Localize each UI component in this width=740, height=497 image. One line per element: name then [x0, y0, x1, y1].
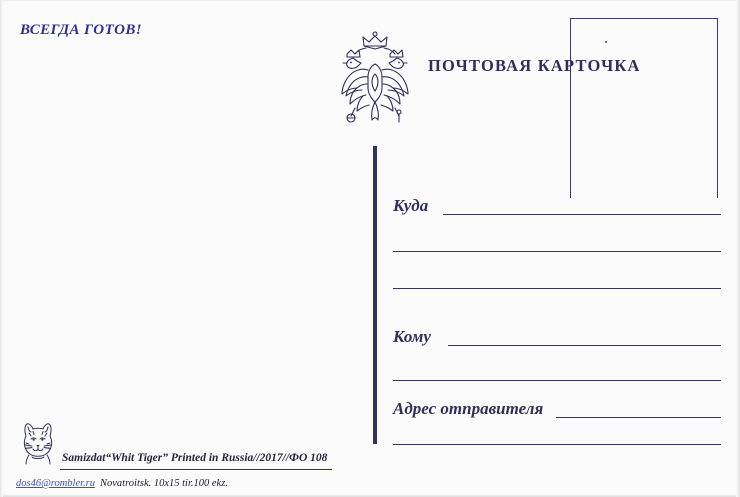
contact-line [16, 478, 228, 489]
imprint-rule [60, 469, 332, 470]
russian-coat-of-arms-icon [333, 30, 417, 126]
stamp-box-dot [605, 41, 607, 43]
kuda-line-1[interactable] [443, 214, 721, 215]
paper-edge-left [0, 0, 3, 497]
page-title: ПОЧТОВАЯ КАРТОЧКА [428, 56, 641, 75]
vertical-divider [373, 146, 377, 444]
stamp-placement-box [570, 18, 718, 198]
kuda-line-2[interactable] [393, 251, 721, 252]
sender-address-line-1[interactable] [556, 417, 721, 418]
sender-address-line-2[interactable] [393, 444, 721, 445]
white-tiger-logo-icon [16, 420, 60, 466]
contact-email-link[interactable]: dos46@rombler.ru [16, 478, 95, 489]
field-label-kuda: Куда [393, 196, 429, 215]
contact-place: Novatroitsk. 10x15 tir.100 ekz. [100, 478, 228, 489]
slogan-text: ВСЕГДА ГОТОВ! [20, 22, 142, 38]
field-label-komu: Кому [393, 327, 431, 346]
paper-edge-top [0, 0, 740, 2]
komu-line-1[interactable] [448, 345, 721, 346]
kuda-line-3[interactable] [393, 288, 721, 289]
imprint-text: Samizdat“Whit Tiger” Printed in Russia//2017//ФО 108 [62, 452, 328, 464]
paper-edge-right [736, 0, 740, 497]
field-label-sender-address: Адрес отправителя [393, 399, 544, 418]
komu-line-2[interactable] [393, 380, 721, 381]
